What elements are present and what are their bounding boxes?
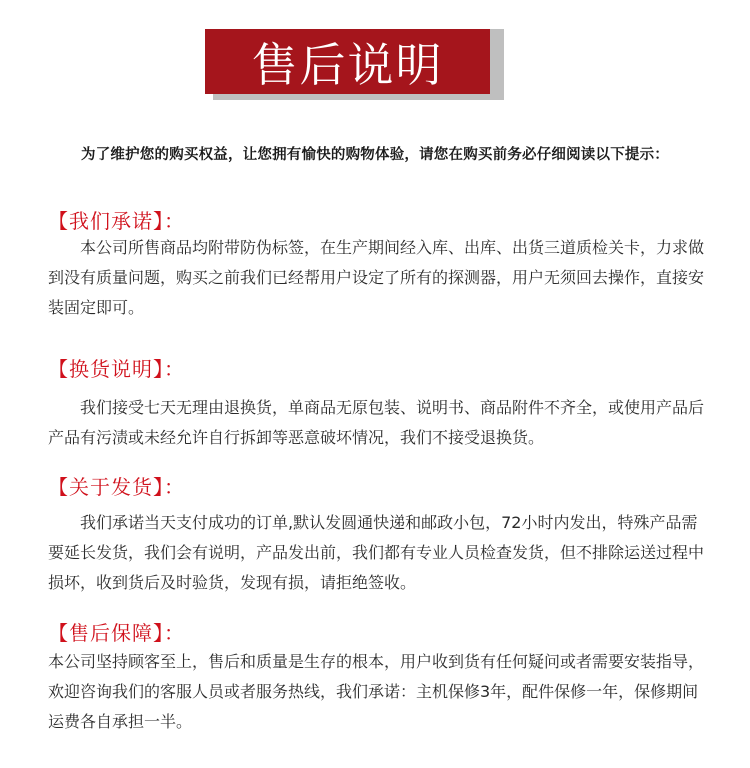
section-heading-exchange: 【换货说明】： bbox=[48, 357, 185, 381]
section-body-exchange: 我们接受七天无理由退换货，单商品无原包装、说明书、商品附件不齐全，或使用产品后产品有污渍或未经允许自行拆卸等恶意破坏情况，我们不接受退换货。 bbox=[48, 398, 705, 447]
banner bbox=[205, 29, 505, 101]
banner-title: 售后说明 bbox=[205, 29, 490, 94]
section-body-aftersales: 本公司坚持顾客至上，售后和质量是生存的根本，用户收到货有任何疑问或者需要安装指导，欢迎咨询我们的客服人员或者服务热线，我们承诺：主机保修3年，配件保修一年，保修期间运费各自承担一半。 bbox=[48, 652, 705, 731]
section-heading-shipping: 【关于发货】： bbox=[48, 475, 185, 499]
section-heading-promise: 【我们承诺】： bbox=[48, 209, 185, 233]
intro-text: 为了维护您的购买权益，让您拥有愉快的购物体验，请您在购买前务必仔细阅读以下提示： bbox=[81, 147, 669, 163]
section-body-shipping: 我们承诺当天支付成功的订单,默认发圆通快递和邮政小包，72小时内发出，特殊产品需要延长发货，我们会有说明，产品发出前，我们都有专业人员检查发货，但不排除运送过程中损坏，收到货后及时验货，发现有损，请拒绝签收。 bbox=[48, 513, 705, 592]
section-heading-aftersales: 【售后保障】： bbox=[48, 621, 185, 645]
section-body-promise: 本公司所售商品均附带防伪标签，在生产期间经入库、出库、出货三道质检关卡，力求做到没有质量问题，购买之前我们已经帮用户设定了所有的探测器，用户无须回去操作，直接安装固定即可。 bbox=[48, 238, 705, 317]
